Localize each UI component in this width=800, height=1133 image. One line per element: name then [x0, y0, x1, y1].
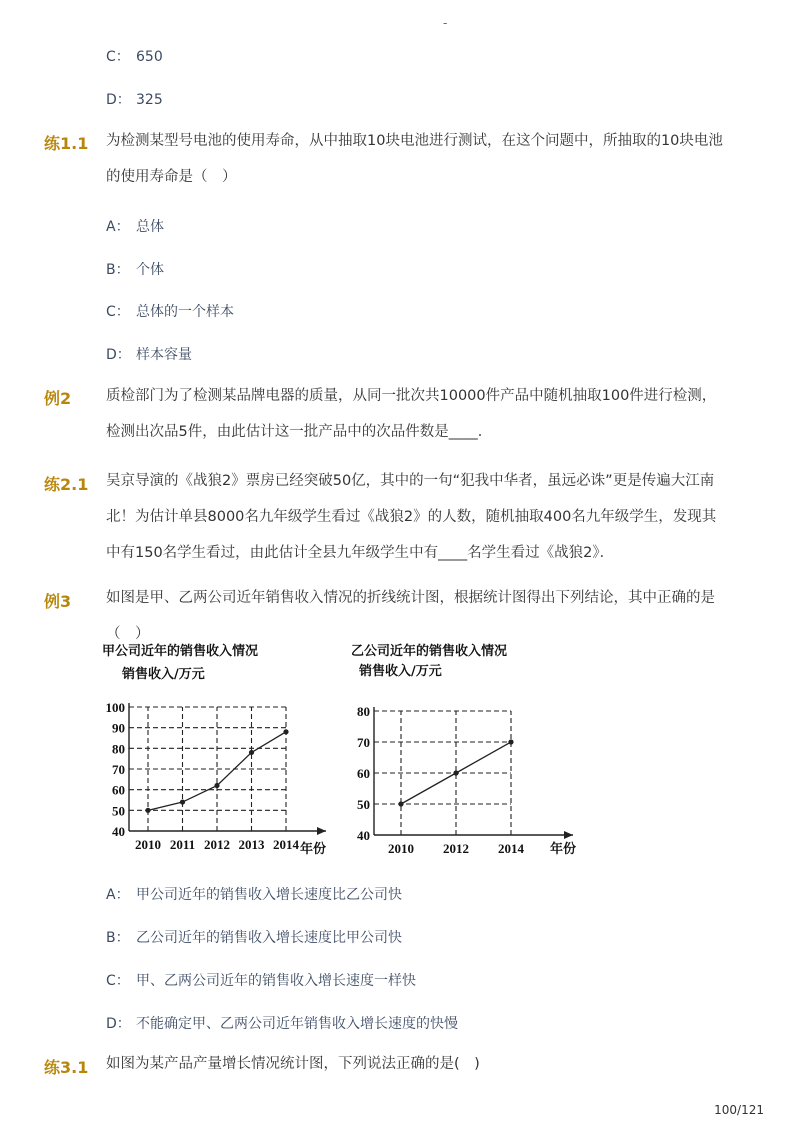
question-text: 为检测某型号电池的使用寿命，从中抽取10块电池进行测试，在这个问题中，所抽取的10块电池的使用寿命是（ ） — [106, 133, 723, 185]
data-point — [453, 770, 458, 775]
y-tick-label: 70 — [112, 762, 125, 777]
y-tick-label: 70 — [357, 735, 370, 750]
option-text: 甲公司近年的销售收入增长速度比乙公司快 — [136, 887, 402, 903]
option-letter: B： — [106, 262, 130, 278]
question-text: 如图为某产品产量增长情况统计图，下列说法正确的是( ) — [106, 1056, 480, 1072]
option-c[interactable] — [106, 301, 234, 321]
option-letter: D： — [106, 1016, 131, 1032]
option-letter: D： — [106, 347, 131, 363]
option-text: 样本容量 — [136, 347, 192, 363]
data-point — [214, 783, 219, 788]
question-label: 例2 — [44, 389, 72, 408]
chart-title: 甲公司近年的销售收入情况 — [102, 644, 259, 659]
data-point — [145, 808, 150, 813]
chart-xlabel: 年份 — [550, 842, 577, 857]
option-letter: D： — [106, 92, 131, 108]
question-label: 练1.1 — [44, 134, 89, 153]
option-d[interactable] — [106, 1013, 458, 1033]
x-tick-label: 2014 — [273, 837, 299, 852]
y-tick-label: 100 — [105, 700, 125, 715]
option-text: 650 — [136, 49, 163, 65]
y-tick-label: 50 — [112, 803, 125, 819]
option-c[interactable] — [106, 970, 416, 990]
option-letter: B： — [106, 930, 130, 946]
chart-ylabel: 销售收入/万元 — [122, 667, 205, 682]
chart-yi-company — [345, 638, 585, 868]
chart-jia-company — [100, 638, 340, 868]
option-a[interactable] — [106, 216, 164, 236]
chart-xlabel: 年份 — [300, 842, 327, 857]
data-point — [249, 750, 254, 755]
option-letter: C： — [106, 304, 130, 320]
question-label: 练2.1 — [44, 475, 89, 494]
x-axis-arrow — [317, 827, 326, 835]
question-text: 如图是甲、乙两公司近年销售收入情况的折线统计图，根据统计图得出下列结论，其中正确的是（ ） — [106, 590, 715, 642]
question-label: 练3.1 — [44, 1058, 89, 1077]
chart-ylabel: 销售收入/万元 — [359, 664, 442, 679]
option-text: 总体的一个样本 — [136, 304, 234, 320]
data-point — [283, 729, 288, 734]
option-text: 个体 — [136, 262, 164, 278]
y-tick-label: 50 — [357, 797, 370, 812]
option-text: 甲、乙两公司近年的销售收入增长速度一样快 — [136, 973, 416, 989]
x-axis-arrow — [564, 831, 573, 839]
y-tick-label: 60 — [357, 766, 370, 781]
x-tick-label: 2010 — [135, 837, 161, 852]
x-tick-label: 2010 — [388, 841, 414, 856]
option-b[interactable] — [106, 259, 164, 279]
question-label: 例3 — [44, 592, 72, 611]
chart-title: 乙公司近年的销售收入情况 — [351, 644, 508, 659]
y-tick-label: 40 — [357, 828, 370, 843]
option-b[interactable] — [106, 927, 402, 947]
x-tick-label: 2014 — [498, 841, 524, 856]
option-text: 325 — [136, 92, 163, 108]
data-point — [180, 799, 185, 804]
option-d[interactable] — [106, 89, 163, 109]
option-letter: C： — [106, 49, 130, 65]
option-text: 乙公司近年的销售收入增长速度比甲公司快 — [136, 930, 402, 946]
option-letter: A： — [106, 219, 130, 235]
option-letter: A： — [106, 887, 130, 903]
y-tick-label: 80 — [357, 704, 370, 719]
y-tick-label: 80 — [112, 741, 125, 757]
question-text: 质检部门为了检测某品牌电器的质量，从同一批次共10000件产品中随机抽取100件进行检测，检测出次品5件，由此估计这一批产品中的次品件数是____． — [106, 388, 717, 440]
option-letter: C： — [106, 973, 130, 989]
option-a[interactable] — [106, 884, 402, 904]
option-d[interactable] — [106, 344, 192, 364]
x-tick-label: 2012 — [204, 837, 230, 852]
option-text: 不能确定甲、乙两公司近年销售收入增长速度的快慢 — [136, 1016, 458, 1032]
x-tick-label: 2012 — [443, 841, 469, 856]
x-tick-label: 2011 — [169, 837, 196, 852]
data-point — [398, 801, 403, 806]
x-tick-label: 2013 — [238, 837, 265, 852]
y-tick-label: 90 — [112, 720, 125, 736]
y-tick-label: 60 — [112, 782, 125, 798]
option-text: 总体 — [136, 219, 164, 235]
option-c[interactable] — [106, 46, 163, 66]
page-number: 100/121 — [714, 1103, 764, 1117]
question-text: 吴京导演的《战狼2》票房已经突破50亿，其中的一句“犯我中华者，虽远必诛”更是传遍大江南北！为估计单县8000名九年级学生看过《战狼2》的人数，随机抽取400名九年级学生，发现其中有150名学生看过，由此估计全县九年级学生中有____名学生看过《战狼2》． — [106, 473, 717, 561]
data-point — [508, 739, 513, 744]
page-top-mark: - — [443, 16, 448, 30]
y-tick-label: 40 — [112, 824, 125, 839]
